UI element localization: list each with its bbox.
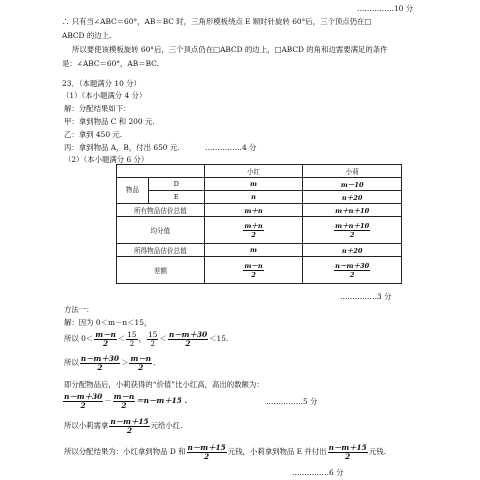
score-dots-3: ……………3 分 [340,292,392,301]
final-result-line [64,443,386,461]
diff-minus: － [104,396,112,405]
final-den1: 2 [204,451,210,461]
row-label-diff: 差额 [117,257,205,284]
ineq2-sign: ＞ [121,358,129,367]
ineq1-den1: 2 [102,338,109,348]
method-one-label: 方法一： [64,305,94,314]
cell-got-red: m [204,244,303,257]
cell-average-li [303,217,402,244]
ineq1-comma: ， [138,334,147,343]
ineq1-den4: 2 [185,338,191,348]
score-dots-5: ……………5 分 [266,397,318,406]
table-row-got [117,244,402,257]
cell-total-li: m＋n＋10 [303,204,402,217]
conclusion-line-2: ABCD 的边上. [62,31,112,40]
ineq2-den2: 2 [138,362,144,372]
row-label-got: 所得物品估价总值 [117,244,205,257]
result-jia: 甲：拿到物品 C 和 200 元. [64,117,155,126]
compare-line: 即分配物品后，小莉获得的“价值”比小红高，高出的数额为： [64,380,264,389]
ineq1-sign2: ＜ [159,334,167,343]
cell-diff-red [204,257,303,284]
cell-e-red: n [204,191,303,204]
give-denominator: 2 [126,425,133,435]
ineq1-end: ＜15. [209,334,229,343]
give-line [64,417,183,435]
row-label-average: 均分值 [117,217,205,244]
avg-red-denominator: 2 [251,230,256,239]
diff-li-numerator: n－m＋30 [335,261,370,270]
cell-total-red: m＋n [204,204,303,217]
ineq1-prefix: 所以 0＜ [64,334,94,343]
ineq1-num1: m－n [95,329,116,339]
diff-den1: 2 [80,400,86,410]
subquestion-1-heading: （1）（本小题满分 4 分） [62,91,147,100]
final-prefix: 所以分配结果为：小红拿到物品 D 和 [64,447,186,456]
conclusion-line-1: ∴ 只有当∠ABC＝60°，AB＝BC 时，三角形模板绕点 E 顺时针旋转 60°后，三个顶点仍在□ [62,17,372,26]
final-num1: n－m＋15 [187,442,226,452]
ineq1-den2: 2 [129,338,135,348]
final-middle: 元钱，小莉拿到物品 E 并付出 [227,447,327,456]
give-suffix: 元给小红. [150,421,183,430]
table-header-row [117,165,402,178]
table-row-total [117,204,402,217]
condition-line-2: 是：∠ABC＝60°，AB＝BC. [62,59,159,68]
ineq1-den3: 2 [150,338,156,348]
cell-got-li: n＋20 [303,244,402,257]
row-label-total: 所有物品估价总值 [117,204,205,217]
result-yi: 乙：拿到 450 元. [64,130,123,139]
diff-num1: n－m＋30 [64,391,103,401]
final-den2: 2 [345,451,351,461]
difference-line [62,392,187,410]
final-num2: n－m＋15 [328,442,367,452]
item-label-cell [117,178,149,204]
ineq2-end: . [153,358,156,367]
avg-li-denominator: 2 [349,230,355,239]
table-row-item-d [117,178,402,191]
col-header-xiaoli: 小莉 [303,165,402,178]
diff-li-denominator: 2 [349,270,355,279]
diff-red-denominator: 2 [251,270,256,279]
ineq1-sign1: ＜ [117,334,126,343]
final-suffix: 元钱. [368,447,386,456]
table-row-item-e [117,191,402,204]
ineq2-num2: m－n [130,353,152,363]
ineq2-den1: 2 [97,362,103,372]
result-bing: 丙：拿到物品 A，B，付出 650 元. [64,143,180,152]
valuation-table [116,164,402,284]
ineq2-num1: n－m＋30 [80,353,120,363]
diff-num2: m－n [113,391,135,401]
subquestion-2-heading: （2）（本小题满分 6 分） [64,155,149,164]
cell-e-li: n＋20 [303,191,402,204]
table-row-average [117,217,402,244]
diff-red-numerator: m－n [244,261,263,270]
diff-den2: 2 [121,400,127,410]
cell-average-red [204,217,303,244]
col-header-xiaohong: 小红 [204,165,303,178]
question-23-heading: 23．（本题满分 10 分） [62,79,141,88]
ineq1-num4: n－m＋30 [168,329,208,339]
give-prefix: 所以小莉需拿 [64,421,109,430]
score-dots-10: ……………10 分 [357,4,414,13]
condition-line-1: 所以要使该模板旋转 60°后，三个顶点仍在□ABCD 的边上，□ABCD 的角和边需要满足的条件 [72,45,388,54]
avg-red-numerator: m＋n [244,221,263,230]
inequality-line-1 [64,330,228,348]
table-row-diff [117,257,402,284]
inequality-line-2 [64,354,155,372]
cell-d-li: m－10 [303,178,402,191]
ineq1-num2: 15 [127,329,137,339]
score-dots-6: ……………6 分 [292,468,344,477]
because-line: 解：因为 0＜m－n＜15， [64,318,152,327]
row-label-d: D [148,178,204,191]
solution-label: 解：分配结果如下： [64,104,131,113]
diff-result: ＝n－m＋15 . [136,396,188,405]
give-numerator: n－m＋15 [110,416,149,426]
cell-diff-li [303,257,402,284]
row-label-e: E [148,191,204,204]
item-label: 物品 [125,186,140,194]
ineq1-num3: 15 [148,329,158,339]
avg-li-numerator: m＋n＋10 [335,221,370,230]
cell-d-red: m [204,178,303,191]
score-dots-4: ……………4 分 [205,143,257,152]
ineq2-prefix: 所以 [64,358,79,367]
